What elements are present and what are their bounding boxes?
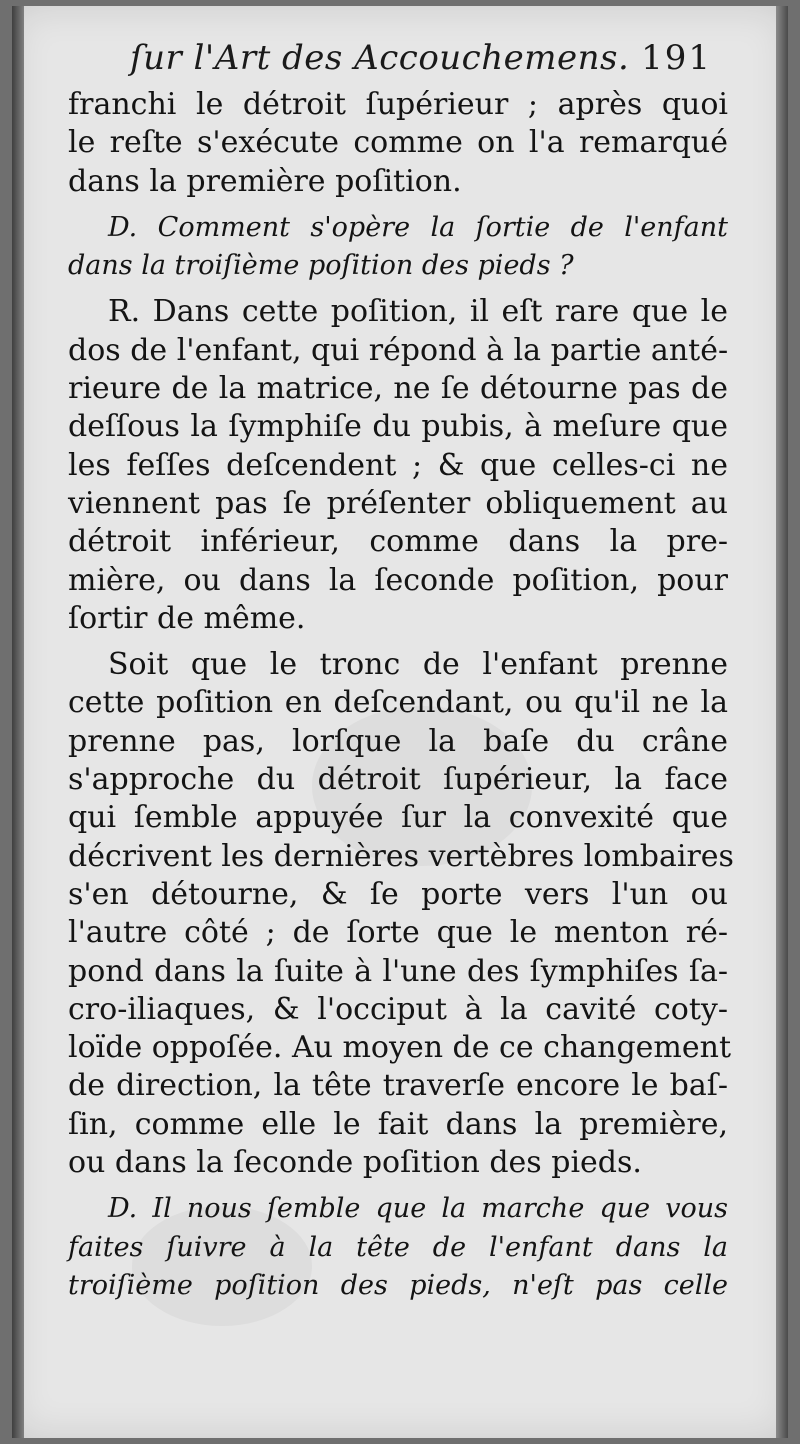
paragraph-line: cette poſition en deſcendant, ou qu'il ne la — [68, 685, 728, 721]
question-line: D. Comment s'opère la ſortie de l'enfant — [108, 211, 728, 243]
answer-line: les feſſes deſcendent ; & que celles-ci ne — [68, 447, 728, 483]
answer-line: mière, ou dans la ſeconde poſition, pour — [68, 562, 728, 598]
question-line: dans la troiſième poſition des pieds ? — [68, 250, 574, 282]
answer-line: détroit inférieur, comme dans la pre- — [68, 524, 728, 560]
paragraph-line: loïde oppoſée. Au moyen de ce changement — [68, 1030, 732, 1066]
paragraph-line: pond dans la ſuite à l'une des ſymphiſes ſa- — [68, 953, 728, 989]
text-line: dans la première poſition. — [68, 163, 462, 199]
paragraph-line: décrivent les dernières vertèbres lombaires — [68, 838, 734, 874]
running-title: ſur l'Art des Accouchemens. — [130, 38, 630, 78]
paragraph-line: qui ſemble appuyée ſur la convexité que — [68, 800, 728, 836]
question-line: D. Il nous ſemble que la marche que vous — [108, 1193, 728, 1225]
answer-line: R. Dans cette poſition, il eſt rare que le — [108, 294, 728, 330]
text-line: franchi le détroit ſupérieur ; après quoi — [68, 87, 728, 122]
paragraph-line: de direction, la tête traverſe encore le baſ- — [68, 1068, 728, 1104]
page-body — [68, 86, 734, 1305]
page-gutter-shadow — [12, 6, 24, 1438]
answer-line: deſſous la ſymphiſe du pubis, à meſure que — [68, 409, 728, 445]
paragraph-line: Soit que le tronc de l'enfant prenne — [108, 647, 728, 683]
paragraph-line: prenne pas, lorſque la baſe du crâne — [68, 723, 728, 759]
page-number: 191 — [641, 38, 712, 78]
question-line: faites ſuivre à la tête de l'enfant dans la — [68, 1231, 728, 1263]
answer-line: dos de l'enfant, qui répond à la partie anté- — [68, 332, 729, 368]
paragraph-line: ou dans la ſeconde poſition des pieds. — [68, 1145, 642, 1181]
answer-line: viennent pas ſe préſenter obliquement au — [68, 485, 728, 521]
answer-line: ſortir de même. — [68, 600, 306, 636]
paragraph-line: s'en détourne, & ſe porte vers l'un ou — [68, 876, 728, 912]
answer-line: rieure de la matrice, ne ſe détourne pas de — [68, 371, 728, 407]
question-line: troiſième poſition des pieds, n'eſt pas celle — [68, 1269, 728, 1301]
book-page — [12, 6, 788, 1438]
page-header — [120, 34, 720, 90]
paragraph-line: cro-iliaques, & l'occiput à la cavité coty- — [68, 991, 728, 1027]
paragraph-line: l'autre côté ; de ſorte que le menton ré- — [68, 915, 728, 951]
page-edge-shadow — [776, 6, 788, 1438]
paragraph-line: ſin, comme elle le fait dans la première, — [68, 1106, 728, 1142]
text-line: le reſte s'exécute comme on l'a remarqué — [68, 125, 728, 161]
paragraph-line: s'approche du détroit ſupérieur, la face — [68, 762, 728, 798]
